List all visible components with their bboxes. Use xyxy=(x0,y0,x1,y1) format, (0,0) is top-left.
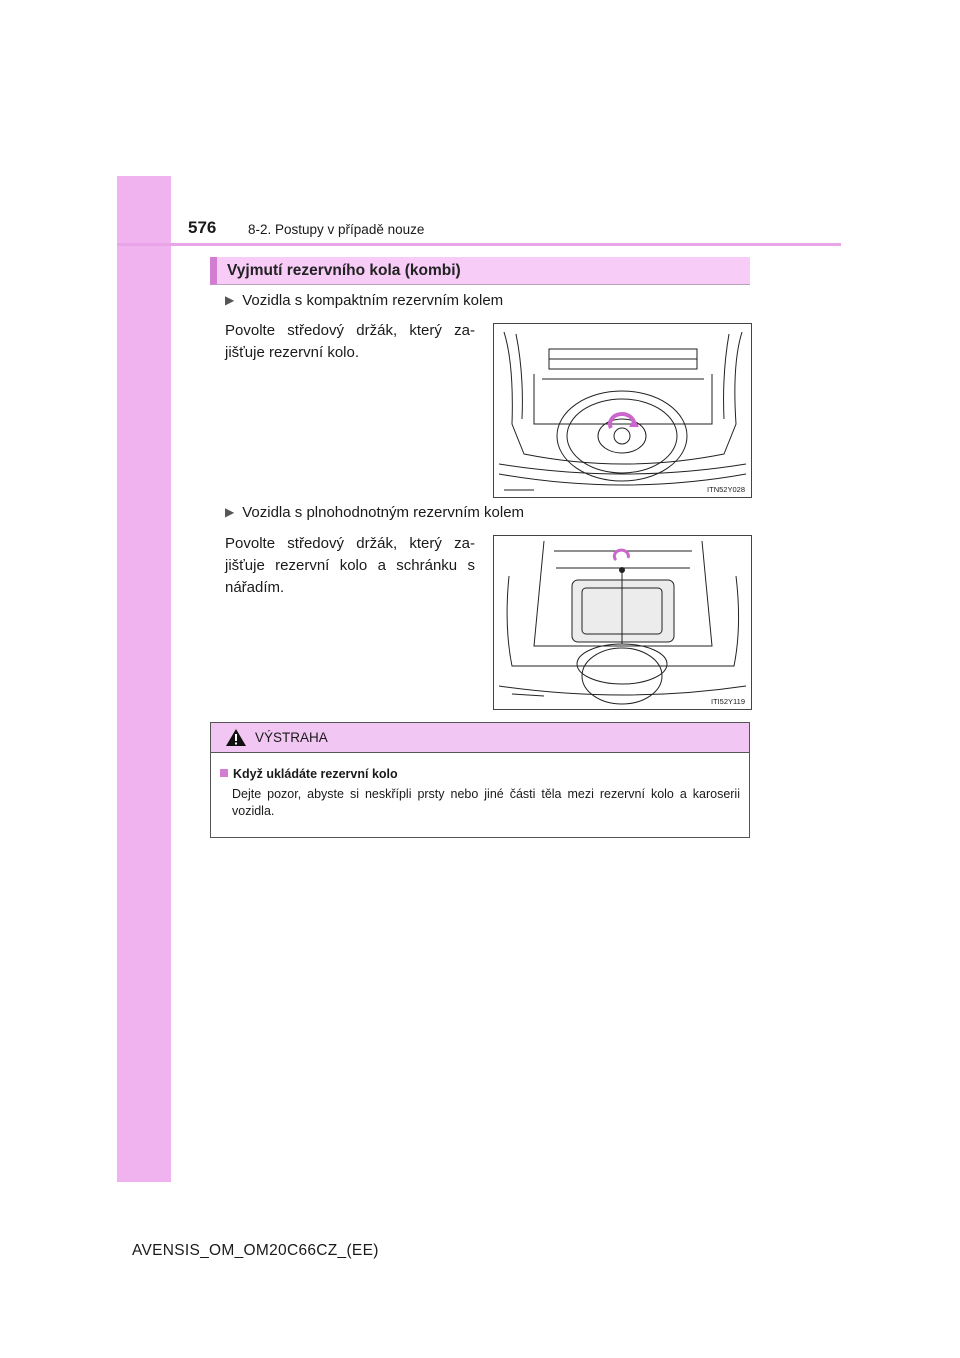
triangle-right-icon: ▶ xyxy=(225,505,235,519)
figure-code: ITI52Y119 xyxy=(710,697,745,706)
figure-code: ITN52Y028 xyxy=(707,485,745,494)
section-heading-text: Vyjmutí rezervního kola (kombi) xyxy=(227,262,461,279)
warning-title xyxy=(220,767,398,781)
instruction-paragraph: Povolte středový držák, který za-jišťuje rezervní kolo a schránku s nářadím. xyxy=(225,535,475,596)
warning-box xyxy=(210,722,750,838)
square-bullet-icon xyxy=(220,769,228,777)
chapter-side-tab xyxy=(117,176,171,1182)
bullet-text: Vozidla s kompaktním rezervním kolem xyxy=(242,292,504,309)
section-heading xyxy=(210,257,750,285)
warning-label: VÝSTRAHA xyxy=(255,730,328,745)
warning-title-text: Když ukládáte rezervní kolo xyxy=(233,767,398,781)
triangle-right-icon: ▶ xyxy=(225,293,235,307)
figure-full-spare xyxy=(493,535,752,710)
document-code: AVENSIS_OM_OM20C66CZ_(EE) xyxy=(132,1242,379,1259)
figure-compact-spare xyxy=(493,323,752,498)
trunk-compact-spare-illustration xyxy=(494,324,751,497)
header-divider xyxy=(117,243,841,246)
page-number: 576 xyxy=(188,218,217,237)
bullet-text: Vozidla s plnohodnotným rezervním kolem xyxy=(242,504,525,521)
warning-header xyxy=(211,723,749,753)
bullet-full-spare xyxy=(225,504,524,521)
trunk-full-spare-illustration xyxy=(494,536,751,709)
bullet-compact-spare xyxy=(225,292,503,309)
warning-body: Dejte pozor, abyste si neskřípli prsty nebo jiné části těla mezi rezervní kolo a karoserii vozidla. xyxy=(232,787,740,818)
warning-triangle-icon xyxy=(225,728,247,747)
chapter-title: 8-2. Postupy v případě nouze xyxy=(248,222,425,237)
instruction-paragraph: Povolte středový držák, který za-jišťuje rezervní kolo. xyxy=(225,322,475,361)
